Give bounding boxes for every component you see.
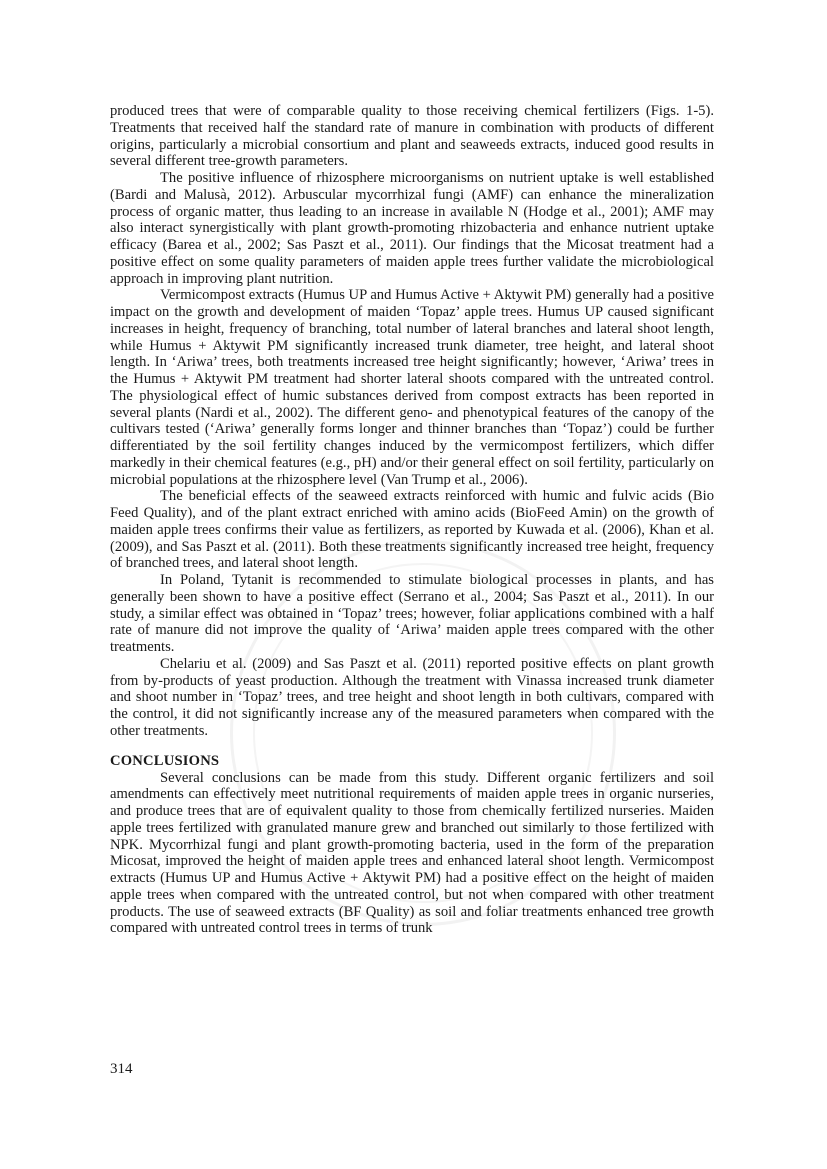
page-number: 314 xyxy=(110,1061,133,1077)
paragraph-rhizosphere: The positive influence of rhizosphere microorganisms on nutrient uptake is well established (Bardi and Malusà, 2012). Arbuscular mycorrhizal fungi (AMF) can enhance the mineralization process of organic matter, thus leading to an increase in available N (Hodge et al., 2001); AMF may also interact synergistically with plant growth-promoting rhizobacteria and enhance nutrient uptake efficacy (Barea et al., 2002; Sas Paszt et al., 2011). Our findings that the Micosat treatment had a positive effect on some quality parameters of maiden apple trees further validate the microbiological approach in improving plant nutrition. xyxy=(110,170,714,287)
page-body xyxy=(110,103,714,937)
section-heading-conclusions: CONCLUSIONS xyxy=(110,752,220,769)
paragraph-conclusions: Several conclusions can be made from this study. Different organic fertilizers and soil amendments can effectively meet nutritional requirements of maiden apple trees in organic nurseries, and produce trees that are of equivalent quality to those from chemically fertilized nurseries. Maiden apple trees fertilized with granulated manure grew and branched out similarly to those fertilized with NPK. Mycorrhizal fungi and plant growth-promoting bacteria, used in the form of the preparation Micosat, improved the height of maiden apple trees and enhanced lateral shoot length. Vermicompost extracts (Humus UP and Humus Active + Aktywit PM) had a positive effect on the height of maiden apple trees when compared with the untreated control, but not when compared with other treatment products. The use of seaweed extracts (BF Quality) as soil and foliar treatments enhanced tree growth compared with untreated control trees in terms of trunk xyxy=(110,769,714,937)
paragraph-seaweed: The beneficial effects of the seaweed extracts reinforced with humic and fulvic acids (Bio Feed Quality), and of the plant extract enriched with amino acids (BioFeed Amin) on the growth of maiden apple trees confirms their value as fertilizers, as reported by Kuwada et al. (2006), Khan et al. (2009), and Sas Paszt et al. (2011). Both these treatments significantly increased tree height, frequency of branched trees, and lateral shoot length. xyxy=(110,488,714,572)
paragraph-vermicompost: Vermicompost extracts (Humus UP and Humus Active + Aktywit PM) generally had a positive impact on the growth and development of maiden ‘Topaz’ apple trees. Humus UP caused significant increases in height, frequency of branching, total number of lateral branches and lateral shoot length, while Humus + Aktywit PM significantly increased trunk diameter, tree height, and lateral shoot length. In ‘Ariwa’ trees, both treatments increased tree height significantly; however, ‘Ariwa’ trees in the Humus + Aktywit PM treatment had shorter lateral shoots compared with the untreated control. The physiological effect of humic substances derived from compost extracts has been reported in several plants (Nardi et al., 2002). The different geno- and phenotypical features of the canopy of the cultivars tested (‘Ariwa’ generally forms longer and thinner branches than ‘Topaz’) could be further differentiated by the soil fertility changes induced by the vermicompost fertilizers, which differ markedly in their chemical features (e.g., pH) and/or their general effect on soil fertility, particularly on microbial populations at the rhizosphere level (Van Trump et al., 2006). xyxy=(110,287,714,488)
paragraph-tytanit: In Poland, Tytanit is recommended to stimulate biological processes in plants, and has generally been shown to have a positive effect (Serrano et al., 2004; Sas Paszt et al., 2011). In our study, a similar effect was obtained in ‘Topaz’ trees; however, foliar applications combined with a half rate of manure did not improve the quality of ‘Ariwa’ maiden apple trees compared with the other treatments. xyxy=(110,572,714,655)
paragraph-continuation: produced trees that were of comparable quality to those receiving chemical fertilizers (Figs. 1-5). Treatments that received half the standard rate of manure in combination with products of different origins, particularly a microbial consortium and plant and seaweeds extracts, induced good results in several different tree-growth parameters. xyxy=(110,103,714,170)
paragraph-yeast: Chelariu et al. (2009) and Sas Paszt et al. (2011) reported positive effects on plant growth from by-products of yeast production. Although the treatment with Vinassa increased trunk diameter and shoot number in ‘Topaz’ trees, and tree height and shoot length in both cultivars, compared with the control, it did not significantly increase any of the measured parameters when compared with the other treatments. xyxy=(110,655,714,739)
